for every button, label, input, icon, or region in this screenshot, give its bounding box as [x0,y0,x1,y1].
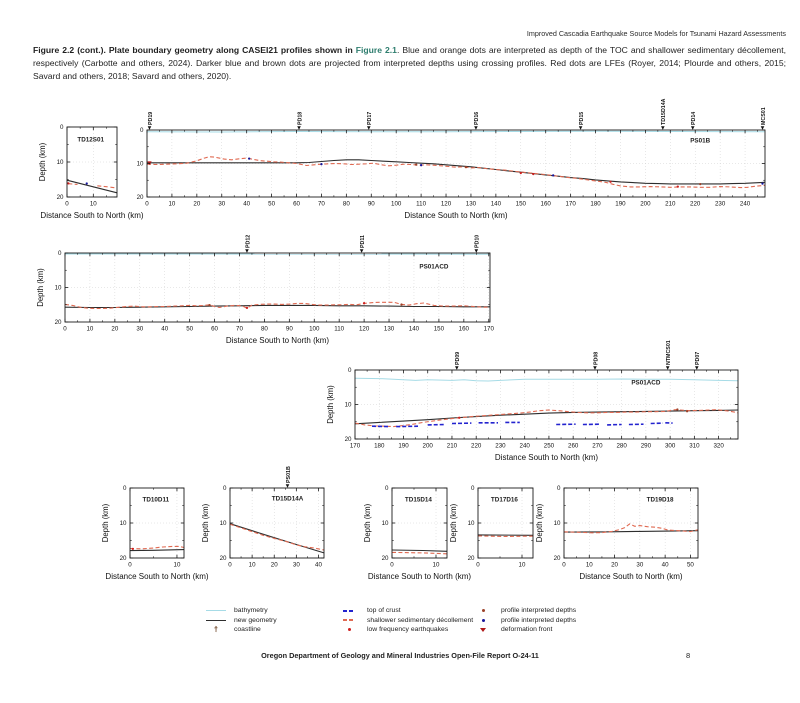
profile-marker-label: PD12 [245,234,252,248]
svg-text:180: 180 [590,200,601,208]
svg-text:10: 10 [467,520,475,528]
tri-red-symbol [470,625,496,634]
svg-text:20: 20 [219,555,227,563]
svg-text:20: 20 [119,555,127,563]
svg-text:230: 230 [495,442,506,450]
svg-text:200: 200 [422,442,433,450]
coastline-symbol: ϯ [214,624,218,634]
x-axis-label: Distance South to North (km) [40,211,144,220]
legend-item [336,616,473,626]
profile-title: TD15D14A [271,495,304,503]
profile-title: TD15D14 [404,496,432,504]
svg-text:10: 10 [248,561,256,569]
svg-text:0: 0 [385,485,389,493]
svg-text:20: 20 [611,561,619,569]
x-axis-label: Distance South to North (km) [494,453,599,462]
svg-text:0: 0 [471,485,475,493]
svg-text:0: 0 [65,200,69,208]
y-axis-label: Depth (km) [38,142,47,182]
legend-label: shallower sedimentary décollement [367,616,474,624]
svg-text:190: 190 [398,442,409,450]
svg-text:170: 170 [349,442,361,450]
legend-item [203,606,277,616]
svg-text:80: 80 [342,200,350,208]
chart-td15d14a-svg [198,461,332,586]
profile-marker-label: PD17 [367,111,374,125]
profile-marker-label: PD07 [695,351,702,365]
svg-text:0: 0 [562,561,566,569]
svg-text:110: 110 [416,200,427,208]
profile-marker-label: PS01B [285,466,292,483]
svg-text:30: 30 [218,200,226,208]
svg-text:10: 10 [89,200,97,208]
svg-text:170: 170 [565,200,576,208]
svg-text:20: 20 [467,555,475,563]
svg-text:220: 220 [690,200,701,208]
svg-text:150: 150 [433,325,445,333]
svg-text:220: 220 [471,442,482,450]
svg-text:40: 40 [661,561,669,569]
profile-marker-label: NTMCS01 [666,340,673,365]
svg-text:20: 20 [553,555,561,563]
svg-text:10: 10 [219,520,227,528]
profile-title: PS01B [690,137,711,145]
y-axis-label: Depth (km) [101,503,110,543]
x-axis-label: Distance South to North (km) [404,211,508,220]
line-geometry-symbol [203,616,229,625]
y-axis-label: Depth (km) [201,503,210,543]
svg-text:140: 140 [408,325,420,333]
chart-ps01acd_a-svg [36,216,500,350]
svg-text:50: 50 [186,325,194,333]
chart-td19d18 [532,474,707,586]
svg-text:300: 300 [664,442,676,450]
running-header: Improved Cascadia Earthquake Source Models for Tsunami Hazard Assessments [526,29,786,38]
profile-marker-label: PD15 [578,111,585,125]
chart-ps01b-svg [122,93,774,225]
profile-marker-label: PD08 [593,351,600,365]
x-axis-label: Distance South to North (km) [579,572,683,581]
svg-text:90: 90 [285,325,293,333]
svg-text:0: 0 [60,124,64,132]
legend-item [470,625,576,635]
svg-text:0: 0 [128,561,132,569]
svg-text:20: 20 [54,319,62,327]
svg-text:210: 210 [665,200,676,208]
legend-label: top of crust [367,607,401,615]
chart-ps01b [122,93,774,225]
chart-ps01acd-south [36,216,500,350]
legend-label: profile interpreted depths [501,616,577,624]
chart-td15d14 [360,474,472,586]
svg-text:30: 30 [292,561,300,569]
svg-text:100: 100 [309,325,320,333]
svg-text:50: 50 [268,200,276,208]
y-axis-label: Depth (km) [363,503,372,543]
svg-text:40: 40 [161,325,169,333]
svg-text:290: 290 [640,442,652,450]
profile-marker-label: PD14 [691,111,698,125]
svg-text:10: 10 [136,160,144,168]
legend-item [203,625,277,635]
svg-text:20: 20 [56,194,64,202]
y-axis-label: Depth (km) [36,268,45,307]
profile-title: TD19D18 [646,496,674,504]
profile-title: PS01ACD [419,263,449,271]
legend-item [470,606,576,616]
svg-text:160: 160 [540,200,551,208]
svg-text:70: 70 [317,200,325,208]
svg-text:120: 120 [358,325,370,333]
profile-marker-label: PD18 [297,111,304,125]
svg-text:150: 150 [515,200,526,208]
chart-td15d14a [198,461,332,586]
x-axis-label: Distance South to North (km) [367,572,472,581]
dash-orange-symbol [336,616,362,625]
dot-blue-symbol [470,616,496,625]
legend-item [336,625,473,635]
profile-marker-label: PD16 [474,111,481,125]
svg-text:10: 10 [56,159,64,167]
svg-text:260: 260 [568,442,579,450]
figure-caption-lead: Figure 2.2 (cont.). Plate boundary geometry along CASEI21 profiles shown in [33,45,356,55]
x-axis-label: Distance South to North (km) [225,336,330,345]
profile-marker-label: PD19 [147,111,154,125]
legend-label: deformation front [501,626,553,634]
svg-text:0: 0 [140,127,144,135]
legend-column [203,606,277,635]
svg-text:250: 250 [543,442,555,450]
legend-column [336,606,473,635]
svg-text:0: 0 [145,200,149,208]
svg-text:10: 10 [119,520,127,528]
chart-ps01acd_b-svg [326,333,750,467]
svg-text:0: 0 [228,561,232,569]
profile-marker-label: PD10 [474,234,481,248]
figure-2-1-link[interactable]: Figure 2.1 [355,45,397,55]
svg-text:230: 230 [714,200,726,208]
line-bathymetry-symbol [203,606,229,615]
svg-text:10: 10 [553,520,561,528]
svg-text:320: 320 [713,442,724,450]
legend-item [470,616,576,626]
profile-marker-label: PD09 [455,351,462,365]
svg-text:90: 90 [367,200,375,208]
svg-text:160: 160 [458,325,469,333]
svg-text:10: 10 [54,284,62,292]
svg-text:80: 80 [260,325,268,333]
svg-text:240: 240 [519,442,530,450]
svg-text:10: 10 [86,325,94,333]
svg-text:0: 0 [476,561,480,569]
footer-report-title: Oregon Department of Geology and Mineral Industries Open-File Report O-24-11 [261,651,539,660]
svg-text:20: 20 [136,194,144,202]
svg-text:10: 10 [344,401,352,409]
legend-label: coastline [234,626,261,634]
page-number: 8 [686,651,691,660]
svg-text:0: 0 [123,485,127,493]
svg-text:40: 40 [315,561,322,569]
legend-item [203,616,277,626]
svg-text:70: 70 [236,325,243,333]
svg-text:280: 280 [616,442,627,450]
profile-title: TD17D16 [490,496,518,504]
svg-text:20: 20 [270,561,278,569]
x-axis-label: Distance South to North (km) [105,572,209,581]
legend-label: profile interpreted depths [501,607,577,615]
legend-label: new geometry [234,616,277,624]
profile-title: TD10D11 [142,496,170,504]
svg-text:0: 0 [348,367,352,375]
svg-text:20: 20 [381,555,389,563]
svg-text:240: 240 [739,200,751,208]
chart-td19d18-svg [532,474,707,586]
svg-text:180: 180 [374,442,385,450]
figure-caption-body: . Blue and orange dots are interpreted as depth of the TOC and shallower sedimentary décollement, respectively (Carbotte and others, 2024). Darker blue and brown dots are projected from interpreted depths using crossing profiles. Red dots are LFEs (Royer, 2014; Plourde and others, 2015; Savard and others, 2018; Savard and others, 2020). [33,45,786,81]
svg-text:110: 110 [334,325,345,333]
svg-text:30: 30 [136,325,144,333]
legend-label: bathymetry [234,607,268,615]
svg-text:20: 20 [344,436,352,444]
svg-text:0: 0 [63,325,67,333]
svg-text:0: 0 [390,561,394,569]
svg-text:10: 10 [518,561,526,569]
chart-td12s01 [35,113,144,225]
svg-text:30: 30 [636,561,644,569]
legend-label: low frequency earthquakes [367,626,449,634]
profile-marker-label: PD11 [359,235,366,248]
chart-td10d11 [98,474,209,586]
y-axis-label: Depth (km) [326,385,335,424]
svg-text:120: 120 [440,200,452,208]
chart-td17d16 [446,474,542,586]
svg-text:130: 130 [383,325,395,333]
svg-text:40: 40 [243,200,251,208]
svg-text:20: 20 [111,325,119,333]
svg-text:10: 10 [432,561,440,569]
profile-marker-label: TD15D14A [661,98,668,125]
svg-text:10: 10 [585,561,593,569]
svg-text:0: 0 [223,485,227,493]
svg-text:60: 60 [293,200,300,208]
svg-text:50: 50 [686,561,694,569]
legend-column [470,606,576,635]
svg-text:10: 10 [173,561,181,569]
dot-brown-symbol [470,606,496,615]
figure-caption [33,44,786,83]
svg-text:20: 20 [193,200,201,208]
svg-text:200: 200 [640,200,651,208]
svg-text:170: 170 [483,325,494,333]
profile-marker-label: MCS01 [760,107,767,125]
svg-text:210: 210 [446,442,458,450]
svg-text:10: 10 [168,200,176,208]
svg-text:60: 60 [211,325,219,333]
chart-ps01acd-north [326,333,750,467]
y-axis-label: Depth (km) [449,503,458,543]
svg-text:0: 0 [58,250,62,258]
chart-td17d16-svg [446,474,542,586]
svg-text:0: 0 [557,485,561,493]
svg-text:10: 10 [381,520,389,528]
chart-td15d14-svg [360,474,472,586]
svg-text:190: 190 [615,200,626,208]
svg-text:270: 270 [592,442,603,450]
dot-red-symbol [336,625,362,634]
svg-text:100: 100 [391,200,402,208]
dash-blue-symbol [336,606,362,615]
legend-item [336,606,473,616]
svg-text:310: 310 [689,442,700,450]
chart-td10d11-svg [98,474,209,586]
chart-td12s01-svg [35,113,144,225]
svg-text:130: 130 [465,200,477,208]
y-axis-label: Depth (km) [535,503,544,543]
profile-title: PS01ACD [631,379,661,387]
profile-title: TD12S01 [77,136,104,144]
svg-text:140: 140 [490,200,502,208]
